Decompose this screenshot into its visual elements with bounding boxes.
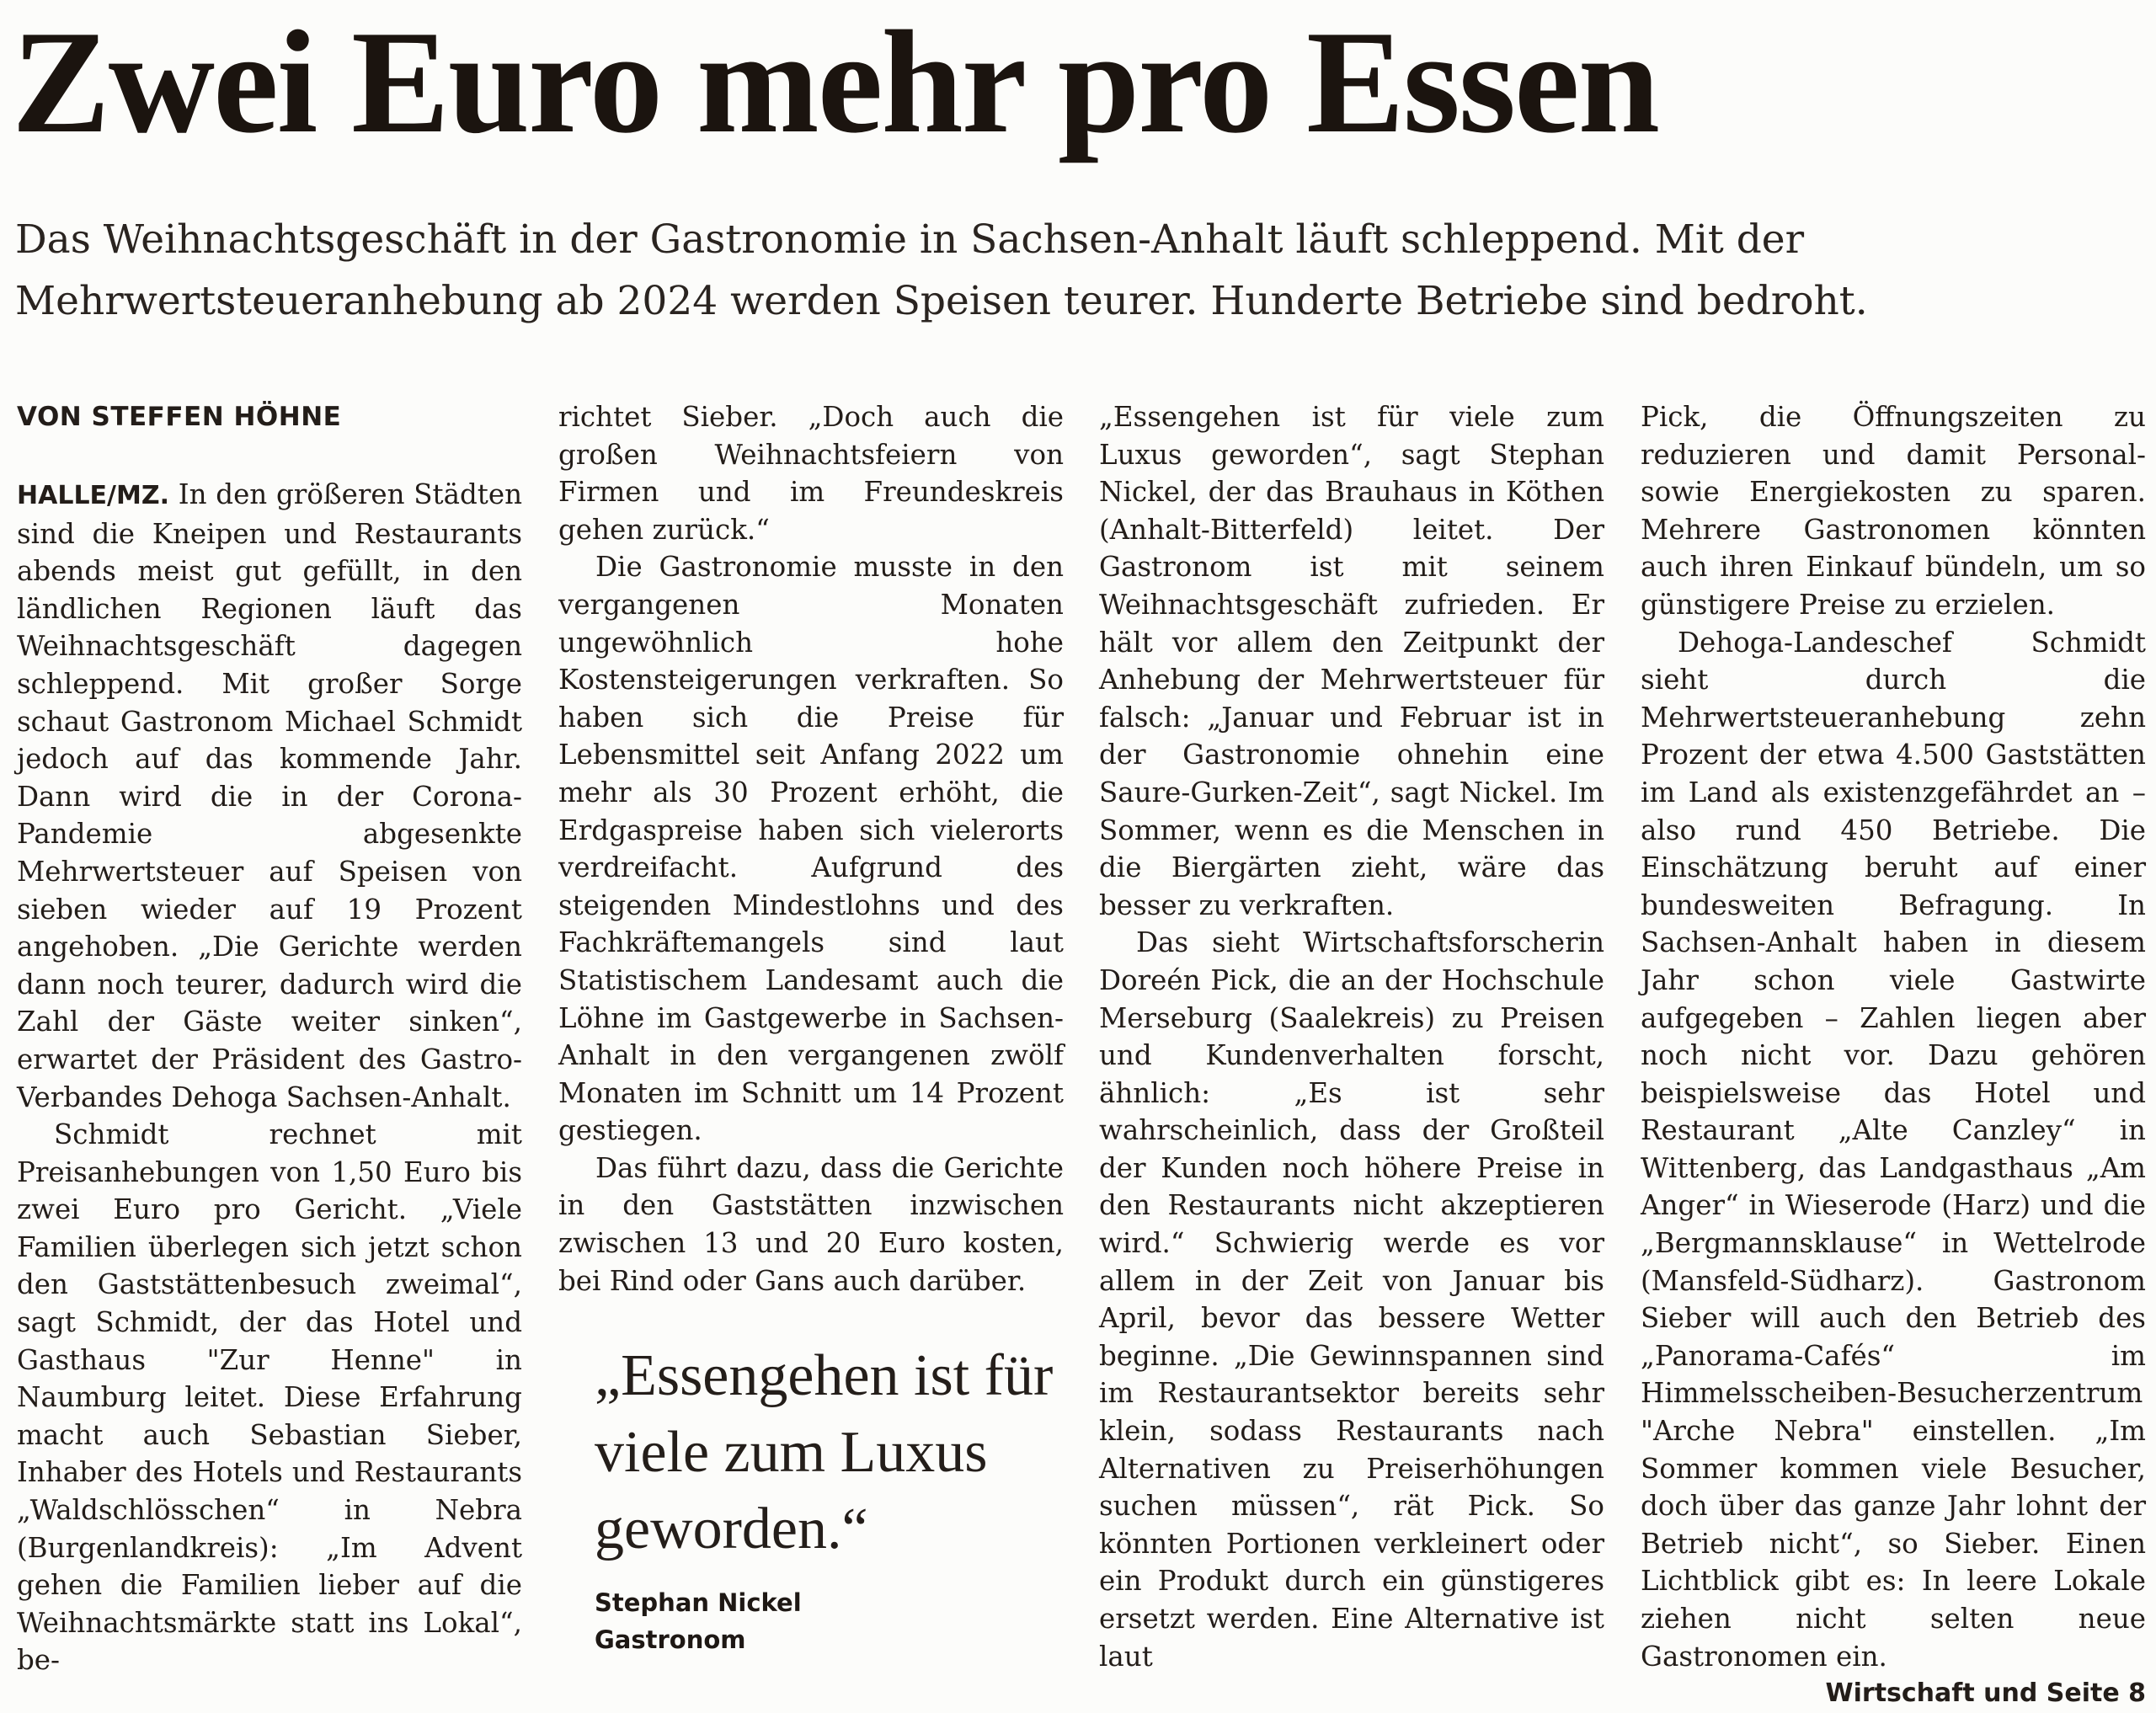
- byline: VON STEFFEN HÖHNE: [17, 402, 342, 432]
- paragraph: „Essengehen ist für viele zum Luxus geworden“, sagt Stephan Nickel, der das Brauhaus in Köthen (Anhalt-Bitterfeld) leitet. Der Gastronom ist mit seinem Weihnachtsgeschäft zufrieden. Er hält vor allem den Zeitpunkt der Anhebung der Mehrwertsteuer für falsch: „Januar und Februar ist in der Gastronomie ohnehin eine Saure-Gurken-Zeit“, sagt Nickel. Im Sommer, wenn es die Menschen in die Biergärten zieht, wäre das besser zu verkraften.: [1099, 401, 1604, 921]
- pull-quote-name: Stephan Nickel: [595, 1588, 802, 1617]
- paragraph: Das sieht Wirtschaftsforscherin Doreén Pick, die an der Hochschule Merseburg (Saalekreis) zu Preisen und Kundenverhalten forscht, ähnlich: „Es ist sehr wahrscheinlich, dass der Großteil der Kunden noch höhere Preise in den Restaurants nicht akzeptieren wird.“ Schwierig werde es vor allem in der Zeit von Januar bis April, bevor das bessere Wetter beginne. „Die Gewinnspannen sind im Restaurantsektor bereits sehr klein, sodass Restaurants nach Alternativen zu Preiserhöhungen suchen müssen“, rät Pick. So könnten Portionen verkleinert oder ein Produkt durch ein günstigeres ersetzt werden. Eine Alternative ist laut: [1099, 926, 1604, 1673]
- pull-quote-text: „Essengehen ist für viele zum Luxus geworden.“: [595, 1343, 1054, 1561]
- paragraph-text: Dehoga-Landeschef Schmidt sieht durch die Mehrwertsteueranhebung zehn Prozent der etwa 4.500 Gaststätten im Land als existenzgefährdet an – also rund 450 Betriebe. Die Einschätzung beruht auf einer bundesweiten Befragung. In Sachsen-Anhalt haben in diesem Jahr schon viele Gastwirte aufgegeben – Zahlen liegen aber noch nicht vor. Dazu gehören beispielsweise das Hotel und Restaurant „Alte Canzley“ in Wittenberg, das Landgasthaus „Am Anger“ in Wieserode (Harz) und die „Bergmannsklause“ in Wettelrode (Mansfeld-Südharz). Gastronom Sieber will auch den Betrieb des „Panorama-Cafés“ im Himmelsscheiben-Besucherzentrum "Arche Nebra" einstellen. „Im Sommer kommen viele Besucher, doch über das ganze Jahr lohnt der Betrieb nicht“, so Sieber. Einen Lichtblick gibt es: In leere Lokale ziehen nicht selten neue Gastronomen ein.: [1641, 626, 2146, 1673]
- paragraph: richtet Sieber. „Doch auch die großen Weihnachtsfeiern von Firmen und im Freundeskreis gehen zurück.“: [558, 401, 1064, 546]
- column-2: [558, 398, 1064, 1299]
- paragraph: [1641, 624, 2146, 1709]
- paragraph: Die Gastronomie musste in den vergangenen Monaten ungewöhnlich hohe Kostensteigerungen verkraften. So haben sich die Preise für Lebensmittel seit Anfang 2022 um mehr als 30 Prozent erhöht, die Erdgaspreise haben sich vielerorts verdreifacht. Aufgrund des steigenden Mindestlohns und des Fachkräftemangels sind laut Statistischem Landesamt auch die Löhne im Gastgewerbe in Sachsen-Anhalt in den vergangenen zwölf Monaten im Schnitt um 14 Prozent gestiegen.: [558, 551, 1064, 1147]
- pull-quote: [595, 1337, 1066, 1658]
- column-4: [1641, 398, 2146, 1713]
- pull-quote-role: Gastronom: [595, 1625, 746, 1654]
- paragraph: [17, 476, 522, 1116]
- dateline: HALLE/MZ.: [17, 481, 170, 510]
- paragraph: Pick, die Öffnungszeiten zu reduzieren und damit Personal- sowie Energiekosten zu sparen. Mehrere Gastronomen könnten auch ihren Einkauf bündeln, um so günstigere Preise zu erzielen.: [1641, 401, 2146, 621]
- column-3: [1099, 398, 1604, 1675]
- paragraph-text: In den größeren Städten sind die Kneipen und Restaurants abends meist gut gefüllt, in den ländlichen Regionen läuft das Weihnachtsgeschäft dagegen schleppend. Mit großer Sorge schaut Gastronom Michael Schmidt jedoch auf das kommende Jahr. Dann wird die in der Corona-Pandemie abgesenkte Mehrwertsteuer auf Speisen von sieben wieder auf 19 Prozent angehoben. „Die Gerichte werden dann noch teurer, dadurch wird die Zahl der Gäste weiter sinken“, erwartet der Präsident des Gastro-Verbandes Dehoga Sachsen-Anhalt.: [17, 478, 522, 1113]
- page-reference: Wirtschaft und Seite 8: [1825, 1678, 2146, 1709]
- headline: Zwei Euro mehr pro Essen: [12, 0, 1659, 163]
- paragraph: Schmidt rechnet mit Preisanhebungen von 1,50 Euro bis zwei Euro pro Gericht. „Viele Familien überlegen sich jetzt schon den Gaststättenbesuch zweimal“, sagt Schmidt, der das Hotel und Gasthaus "Zur Henne" in Naumburg leitet. Diese Erfahrung macht auch Sebastian Sieber, Inhaber des Hotels und Restaurants „Waldschlösschen“ in Nebra (Burgenlandkreis): „Im Advent gehen die Familien lieber auf die Weihnachtsmärkte statt ins Lokal“, be-: [17, 1118, 522, 1677]
- subheadline: Das Weihnachtsgeschäft in der Gastronomie in Sachsen-Anhalt läuft schleppend. Mit der Mehrwertsteueranhebung ab 2024 werden Speisen teurer. Hunderte Betriebe sind bedroht.: [15, 216, 1868, 324]
- paragraph: Das führt dazu, dass die Gerichte in den Gaststätten inzwischen zwischen 13 und 20 Euro kosten, bei Rind oder Gans auch darüber.: [558, 1151, 1064, 1297]
- column-1: [17, 398, 522, 1679]
